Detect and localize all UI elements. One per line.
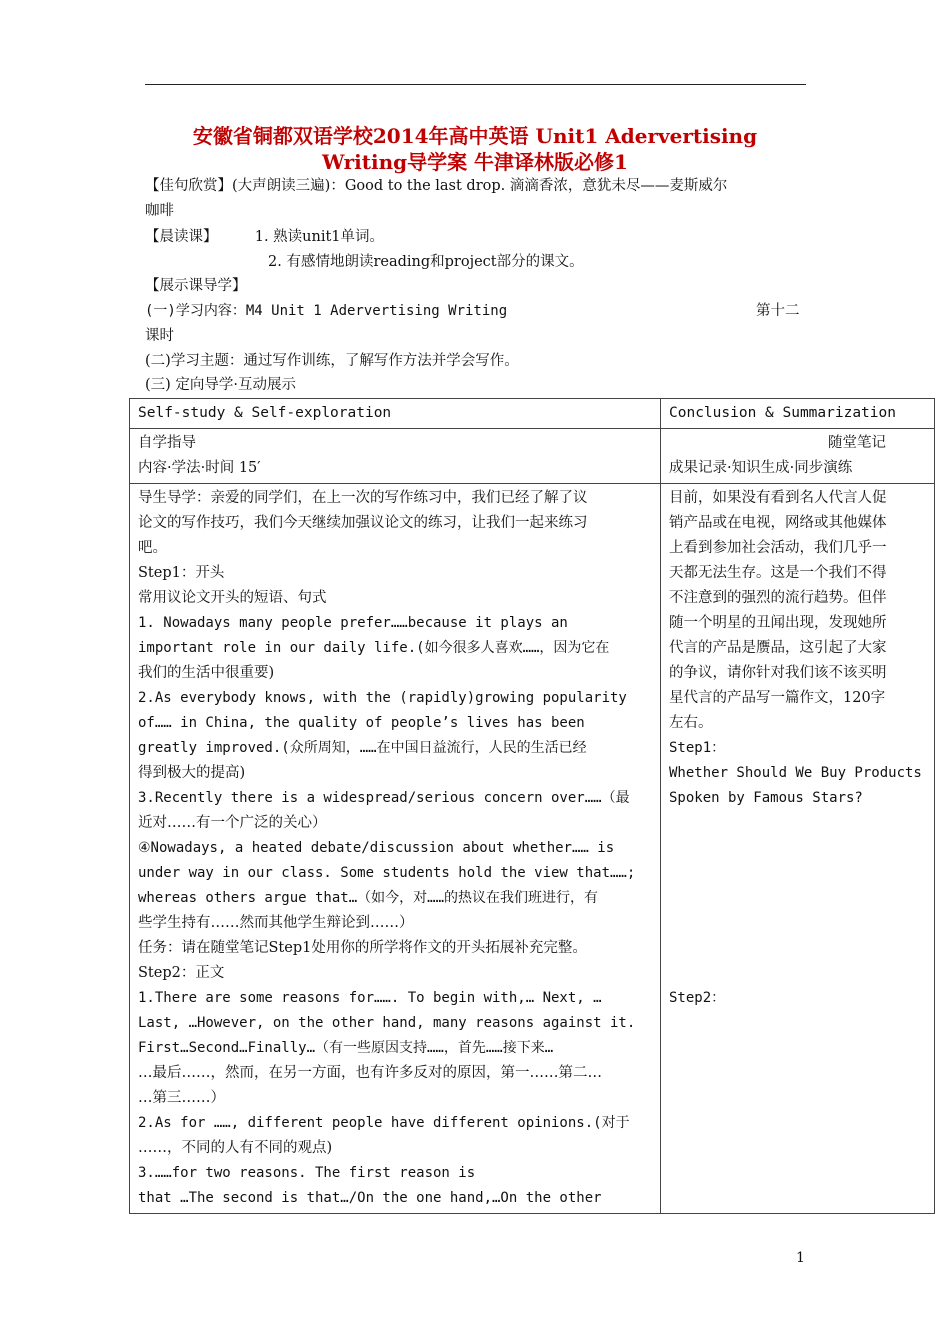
appreciation-line: 【佳句欣赏】(大声朗读三遍)：Good to the last drop. 滴滴香浓，意犹未尽——麦斯威尔 bbox=[145, 178, 728, 194]
list-item: 些学生持有……然而其他学生辩论到……） bbox=[138, 915, 414, 931]
note-step1: Step1： bbox=[669, 740, 726, 756]
list-item: 我们的生活中很重要) bbox=[138, 665, 275, 681]
title-line-1: 安徽省铜都双语学校2014年高中英语 Unit1 Adervertising bbox=[192, 124, 758, 148]
title-line-2: Writing导学案 牛津译林版必修1 bbox=[322, 150, 628, 174]
list-item: ……，不同的人有不同的观点) bbox=[138, 1140, 333, 1156]
list-item: 导生导学：亲爱的同学们，在上一次的写作练习中，我们已经了解了议 bbox=[138, 490, 588, 506]
subheader-right bbox=[661, 429, 935, 484]
note-line: Spoken by Famous Stars? bbox=[669, 790, 863, 806]
morning-label: 【晨读课】 bbox=[145, 229, 218, 245]
list-item: Last, …However, on the other hand, many reasons against it. bbox=[138, 1015, 636, 1031]
list-item: Step1：开头 bbox=[138, 565, 225, 581]
header-rule bbox=[145, 84, 806, 85]
note-line: 目前，如果没有看到名人代言人促 bbox=[669, 490, 887, 506]
note-line: 的争议，请你针对我们该不该买明 bbox=[669, 665, 887, 681]
theme-line: (二)学习主题：通过写作训练，了解写作方法并学会写作。 bbox=[145, 353, 519, 369]
note-line: 左右。 bbox=[669, 715, 713, 731]
table-header-row bbox=[130, 399, 935, 429]
content-suffix: 第十二 bbox=[756, 303, 800, 319]
header-self-study: Self-study & Self-exploration bbox=[130, 399, 661, 429]
list-item: that …The second is that…/On the one hand,…On the other bbox=[138, 1190, 602, 1206]
list-item: 2.As for ……, different people have different opinions.(对于 bbox=[138, 1115, 630, 1131]
self-guide-label: 自学指导 bbox=[138, 435, 196, 451]
list-item: …最后……，然而，在另一方面，也有许多反对的原因，第一……第二… bbox=[138, 1065, 602, 1081]
list-item: …第三……） bbox=[138, 1090, 225, 1106]
note-line: 不注意到的强烈的流行趋势。但伴 bbox=[669, 590, 887, 606]
list-item: Step2：正文 bbox=[138, 965, 225, 981]
list-item: ④Nowadays, a heated debate/discussion about whether…… is bbox=[138, 840, 615, 856]
content-line: (一)学习内容：M4 Unit 1 Adervertising Writing bbox=[145, 303, 508, 319]
list-item: 常用议论文开头的短语、句式 bbox=[138, 590, 327, 606]
table-body-row bbox=[130, 484, 935, 1214]
list-item: greatly improved.(众所周知，……在中国日益流行，人民的生活已经 bbox=[138, 740, 587, 756]
note-line: 天都无法生存。这是一个我们不得 bbox=[669, 565, 887, 581]
results-label: 成果记录·知识生成·同步演练 bbox=[669, 460, 853, 476]
list-item: 1. Nowadays many people prefer……because it plays an bbox=[138, 615, 568, 631]
list-item: First…Second…Finally…（有一些原因支持……，首先……接下来… bbox=[138, 1040, 554, 1056]
page-number: 1 bbox=[796, 1250, 805, 1266]
list-item: 2.As everybody knows, with the (rapidly)growing popularity bbox=[138, 690, 627, 706]
note-line: 星代言的产品写一篇作文，120字 bbox=[669, 690, 886, 706]
list-item: under way in our class. Some students hold the view that……; bbox=[138, 865, 636, 881]
study-table bbox=[129, 398, 935, 1214]
morning-reading bbox=[145, 227, 384, 247]
header-conclusion: Conclusion & Summarization bbox=[661, 399, 935, 429]
list-item: 3.Recently there is a widespread/serious concern over……（最 bbox=[138, 790, 630, 806]
list-item: 论文的写作技巧，我们今天继续加强议论文的练习，让我们一起来练习 bbox=[138, 515, 588, 531]
list-item: whereas others argue that…（如今，对……的热议在我们班进行，有 bbox=[138, 890, 599, 906]
guide-line: (三) 定向导学·互动展示 bbox=[145, 377, 297, 393]
note-line: 上看到参加社会活动，我们几乎一 bbox=[669, 540, 887, 556]
content-method-time: 内容·学法·时间 15′ bbox=[138, 460, 261, 476]
subheader-left bbox=[130, 429, 661, 484]
content-cont: 课时 bbox=[145, 328, 174, 344]
list-item: 任务：请在随堂笔记Step1处用你的所学将作文的开头拓展补充完整。 bbox=[138, 940, 587, 956]
notes-label: 随堂笔记 bbox=[828, 435, 886, 451]
list-item: 吧。 bbox=[138, 540, 167, 556]
note-step2: Step2： bbox=[669, 990, 726, 1006]
note-line: 代言的产品是赝品，这引起了大家 bbox=[669, 640, 887, 656]
list-item: important role in our daily life.(如今很多人喜欢……，因为它在 bbox=[138, 640, 610, 656]
note-line: 随一个明星的丑闻出现，发现她所 bbox=[669, 615, 887, 631]
list-item: 3.……for two reasons. The first reason is bbox=[138, 1165, 476, 1181]
body-right bbox=[661, 484, 935, 1214]
list-item: of…… in China, the quality of people’s lives has been bbox=[138, 715, 585, 731]
list-item: 近对……有一个广泛的关心） bbox=[138, 815, 327, 831]
morning-item-1: 1. 熟读unit1单词。 bbox=[254, 229, 385, 245]
note-line: 销产品或在电视，网络或其他媒体 bbox=[669, 515, 887, 531]
list-item: 得到极大的提高) bbox=[138, 765, 246, 781]
list-item: 1.There are some reasons for……. To begin with,… Next, … bbox=[138, 990, 602, 1006]
morning-item-2: 2. 有感情地朗读reading和project部分的课文。 bbox=[268, 254, 584, 270]
appreciation-cont: 咖啡 bbox=[145, 203, 174, 219]
table-subheader-row bbox=[130, 429, 935, 484]
body-left bbox=[130, 484, 661, 1214]
note-line: Whether Should We Buy Products bbox=[669, 765, 922, 781]
display-label: 【展示课导学】 bbox=[145, 278, 247, 294]
note-spacer bbox=[669, 811, 926, 986]
